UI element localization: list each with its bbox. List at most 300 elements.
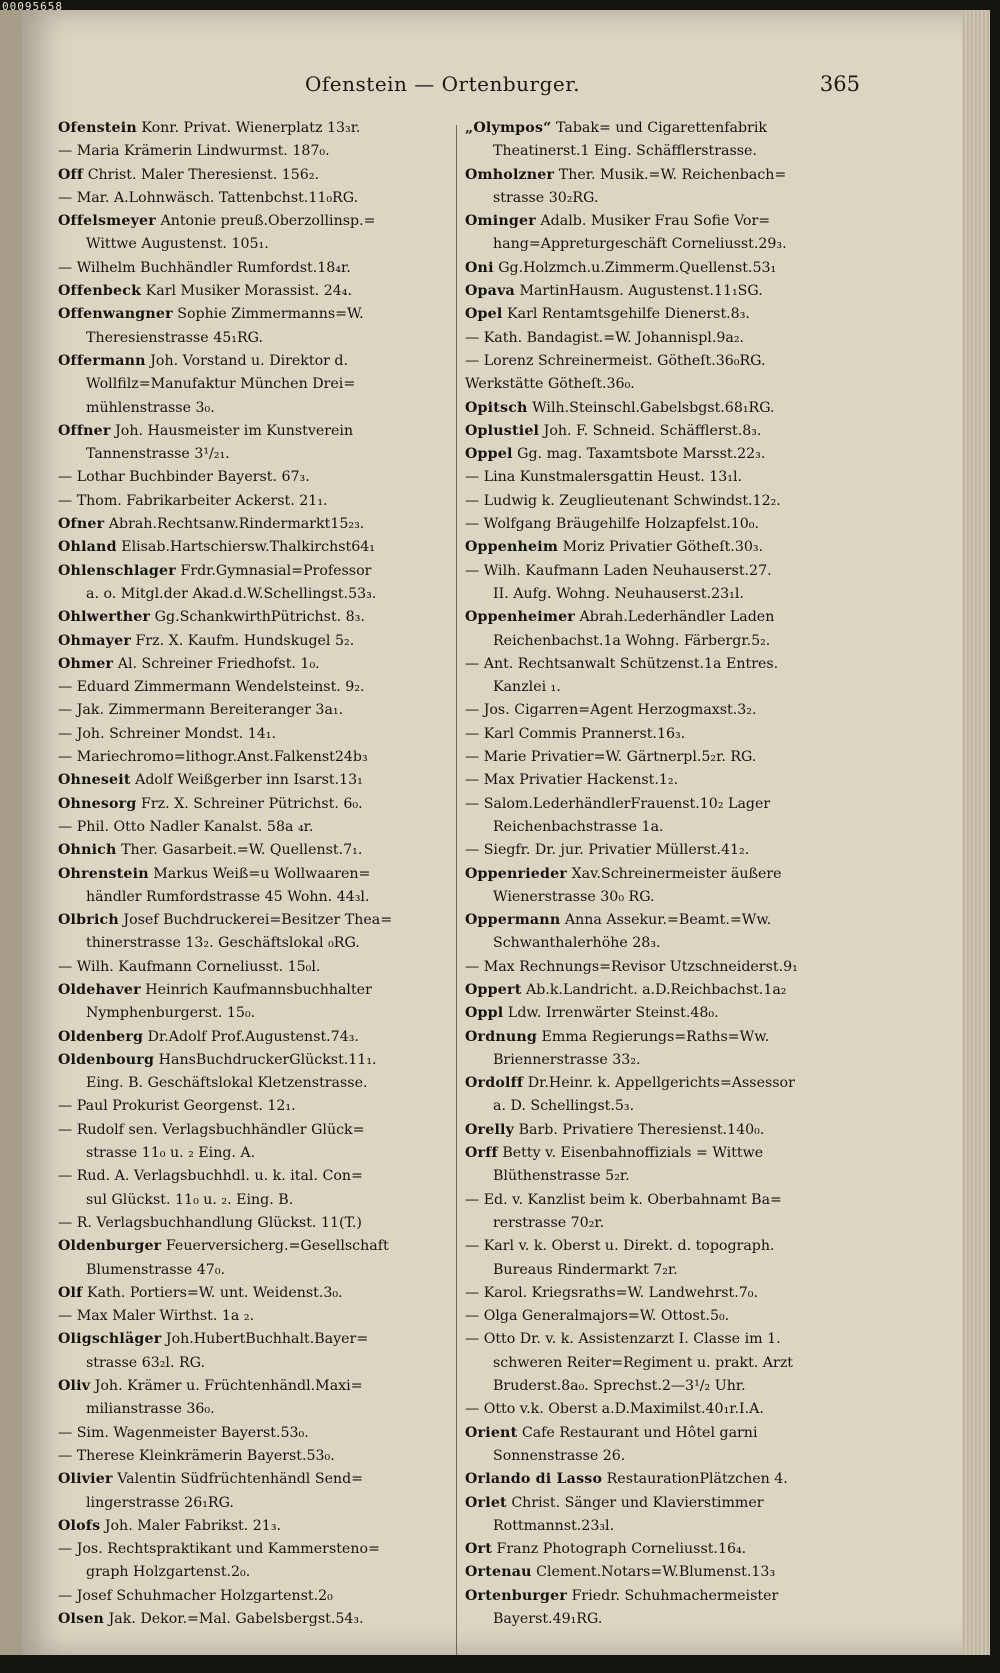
entry-first-line [58,816,462,839]
directory-entry [465,164,869,211]
entry-surname: Ort [465,1541,492,1558]
entry-text: — Lorenz Schreinermeist. Götheſt.36₀RG. [465,352,766,369]
entry-first-line [58,117,462,140]
directory-entry [465,909,869,956]
entry-text: Abrah.Lederhändler Laden [579,609,775,626]
entry-first-line [465,1142,869,1165]
entry-text: händler Rumfordstrasse 45 Wohn. 44₃l. [86,888,370,905]
entry-text: strasse 30₂RG. [493,189,599,206]
entry-continuation-line [58,1259,462,1282]
directory-entry [465,373,869,396]
entry-text: Feuerversicherg.=Gesellschaft [165,1238,389,1255]
entry-continuation-line [465,932,869,955]
entry-continuation-line [465,676,869,699]
entry-continuation-line [58,1352,462,1375]
directory-entry [58,280,462,303]
entry-surname: Opitsch [465,399,528,416]
entry-first-line [465,257,869,280]
entry-text: Abrah.Rechtsanw.Rindermarkt15₂₃. [108,516,365,533]
directory-entry [58,257,462,280]
entry-surname: Orient [465,1424,518,1441]
entry-first-line [465,536,869,559]
directory-entry [58,630,462,653]
entry-continuation-line [58,932,462,955]
entry-text: Sophie Zimmermanns=W. [177,306,364,323]
directory-entry [465,303,869,326]
entry-surname: Opel [465,306,503,323]
entry-text: — Rudolf sen. Verlagsbuchhändler Glück= [58,1121,365,1138]
directory-entry [58,1282,462,1305]
directory-entry [58,816,462,839]
entry-text: — Karl Commis Prannerst.16₃. [465,725,686,742]
entry-first-line [465,769,869,792]
entry-text: Xav.Schreinermeister äußere [571,865,782,882]
entry-text: Blüthenstrasse 5₂r. [493,1168,630,1185]
directory-entry [58,560,462,607]
directory-entry [465,723,869,746]
entry-surname: Oppenheim [465,539,559,556]
entry-continuation-line [465,1352,869,1375]
directory-entry [58,699,462,722]
entry-text: milianstrasse 36₀. [86,1401,215,1418]
directory-entry [465,863,869,910]
directory-entry [465,1305,869,1328]
entry-text: Joh. Vorstand u. Direktor d. [150,352,349,369]
entry-continuation-line [58,1189,462,1212]
directory-entry [58,606,462,629]
entry-surname: Ohrenstein [58,865,149,882]
entry-surname: Offenbeck [58,283,142,300]
entry-surname: Opava [465,283,515,300]
entry-first-line [465,1002,869,1025]
entry-first-line [58,490,462,513]
directory-entry [58,1328,462,1375]
entry-text: Tannenstrasse 3¹/₂₁. [86,446,230,463]
entry-continuation-line [58,397,462,420]
entry-text: Frz. X. Schreiner Pütrichst. 6₀. [140,795,363,812]
entry-first-line [465,560,869,583]
entry-surname: Orelly [465,1121,515,1138]
archive-stamp: 00095658 [2,0,63,13]
entry-surname: Off [58,166,84,183]
entry-surname: Ohlenschlager [58,562,176,579]
directory-entry [58,1165,462,1212]
directory-entry [58,164,462,187]
entry-continuation-line [465,1608,869,1631]
entry-first-line [58,1515,462,1538]
directory-entry [58,1445,462,1468]
entry-first-line [465,723,869,746]
entry-first-line [465,1189,869,1212]
directory-entry [58,1608,462,1631]
entry-text: — Siegfr. Dr. jur. Privatier Müllerst.41₂. [465,842,750,859]
entry-text: Al. Schreiner Friedhofst. 1₀. [117,655,320,672]
entry-continuation-line [465,816,869,839]
entry-first-line [58,909,462,932]
entry-surname: Oppert [465,981,522,998]
entry-continuation-line [465,1515,869,1538]
entry-surname: Ohmer [58,655,114,672]
entry-first-line [58,1235,462,1258]
entry-text: Kath. Portiers=W. unt. Weidenst.3₀. [86,1284,343,1301]
directory-entry [58,536,462,559]
entry-surname: Ominger [465,213,536,230]
entry-surname: Oliv [58,1378,91,1395]
entry-text: HansBuchdruckerGlückst.11₁. [158,1051,377,1068]
directory-entry [58,746,462,769]
entry-first-line [465,1538,869,1561]
directory-entry [465,653,869,700]
entry-surname: Ohneseit [58,772,131,789]
entry-text: — Maria Krämerin Lindwurmst. 187₀. [58,143,330,160]
directory-entry [58,839,462,862]
entry-text: — Paul Prokurist Georgenst. 12₁. [58,1098,296,1115]
directory-entry [58,140,462,163]
entry-text: — Marie Privatier=W. Gärtnerpl.5₂r. RG. [465,749,757,766]
entry-surname: „Olympos“ [465,120,552,136]
directory-entry [465,117,869,164]
entry-first-line [58,1538,462,1561]
entry-text: lingerstrasse 26₁RG. [86,1494,234,1511]
entry-first-line [465,1398,869,1421]
entry-text: Nymphenburgerst. 15₀. [86,1005,256,1022]
entry-surname: Offner [58,422,111,439]
entry-first-line [465,1282,869,1305]
entry-surname: Oppenheimer [465,609,575,626]
entry-first-line [58,1095,462,1118]
entry-first-line [58,956,462,979]
entry-text: — Ant. Rechtsanwalt Schützenst.1a Entres. [465,655,779,672]
entry-text: Wollfilz=Manufaktur München Drei= [86,376,356,393]
entry-first-line [58,1375,462,1398]
directory-entry [465,490,869,513]
entry-surname: Offelsmeyer [58,213,156,230]
entry-first-line [58,606,462,629]
entry-surname: Oligschläger [58,1331,162,1348]
entry-continuation-line [58,1398,462,1421]
directory-entry [58,1585,462,1608]
entry-text: Joh. Hausmeister im Kunstverein [115,422,354,439]
entry-text: — Max Maler Wirthst. 1a ₂. [58,1308,255,1325]
entry-text: — Max Rechnungs=Revisor Utzschneiderst.9₁ [465,958,798,975]
entry-surname: Ortenau [465,1564,532,1581]
directory-entry [465,257,869,280]
entry-text: Valentin Südfrüchtenhändl Send= [117,1471,364,1488]
entry-first-line [58,699,462,722]
entry-first-line [465,1026,869,1049]
directory-entry [465,280,869,303]
entry-text: — Thom. Fabrikarbeiter Ackerst. 21₁. [58,492,328,509]
entry-first-line [58,1026,462,1049]
entry-text: Dr.Heinr. k. Appellgerichts=Assessor [527,1075,795,1092]
entry-first-line [58,1422,462,1445]
entry-first-line [465,653,869,676]
entry-text: Karl Musiker Morassist. 24₄. [145,283,352,300]
directory-entry [58,117,462,140]
entry-text: Schwanthalerhöhe 28₃. [493,935,661,952]
entry-text: — Josef Schuhmacher Holzgartenst.2₀ [58,1587,333,1604]
entry-first-line [465,466,869,489]
entry-text: — Olga Generalmajors=W. Ottost.5₀. [465,1308,730,1325]
entry-surname: Olbrich [58,912,119,929]
entry-first-line [465,1305,869,1328]
directory-entry [58,350,462,420]
entry-text: Christ. Sänger und Klavierstimmer [511,1494,764,1511]
entry-text: — Salom.LederhändlerFrauenst.10₂ Lager [465,795,771,812]
entry-text: Elisab.Hartschiersw.Thalkirchst64₁ [121,539,375,556]
entry-text: Emma Regierungs=Raths=Ww. [541,1028,770,1045]
entry-first-line [58,676,462,699]
entry-first-line [58,1445,462,1468]
entry-text: Reichenbachstrasse 1a. [493,818,664,835]
entry-text: rerstrasse 70₂r. [493,1214,605,1231]
entry-continuation-line [58,1142,462,1165]
directory-entry [465,1072,869,1119]
entry-text: Franz Photograph Corneliusst.16₄. [496,1541,747,1558]
entry-text: strasse 63₂l. RG. [86,1354,206,1371]
entry-text: Karl Rentamtsgehilfe Dienerst.8₃. [507,306,750,323]
entry-text: — Mar. A.Lohnwäsch. Tattenbchst.11₀RG. [58,189,359,206]
entry-surname: Oldenburger [58,1238,162,1255]
entry-first-line [465,280,869,303]
entry-text: Gg.SchankwirthPütrichst. 8₃. [154,609,365,626]
directory-entry [58,490,462,513]
entry-text: Theatinerst.1 Eing. Schäfflerstrasse. [493,143,757,160]
entry-text: strasse 11₀ u. ₂ Eing. A. [86,1145,256,1162]
entry-surname: Orlet [465,1494,507,1511]
directory-entry [58,1095,462,1118]
entry-continuation-line [58,443,462,466]
directory-entry [465,1538,869,1561]
directory-entry [58,210,462,257]
entry-first-line [465,1328,869,1351]
entry-first-line [58,1212,462,1235]
entry-first-line [58,560,462,583]
entry-text: — Wilh. Kaufmann Laden Neuhauserst.27. [465,562,772,579]
entry-continuation-line [465,1049,869,1072]
entry-first-line [58,769,462,792]
entry-first-line [58,630,462,653]
directory-entry [465,1492,869,1539]
entry-continuation-line [465,1445,869,1468]
directory-entry [58,863,462,910]
column-divider [456,125,457,1655]
entry-first-line [465,373,869,396]
directory-entry [58,793,462,816]
entry-text: Rottmannst.23₃l. [493,1517,615,1534]
entry-surname: Oppl [465,1005,504,1022]
entry-text: Gg.Holzmch.u.Zimmerm.Quellenst.53₁ [498,259,777,276]
entry-text: — Jos. Rechtspraktikant und Kammersteno= [58,1541,380,1558]
directory-entry [465,560,869,607]
entry-first-line [465,513,869,536]
entry-surname: Ohlwerther [58,609,151,626]
entry-text: Blumenstrasse 47₀. [86,1261,226,1278]
entry-first-line [465,1585,869,1608]
directory-entry [58,676,462,699]
entry-text: a. o. Mitgl.der Akad.d.W.Schellingst.53₃. [86,585,377,602]
entry-text: — Otto Dr. v. k. Assistenzarzt I. Classe im 1. [465,1331,781,1348]
entry-text: Frz. X. Kaufm. Hundskugel 5₂. [135,632,355,649]
entry-continuation-line [465,583,869,606]
entry-text: sul Glückst. 11₀ u. ₂. Eing. B. [86,1191,294,1208]
entry-first-line [58,303,462,326]
directory-entry [58,420,462,467]
directory-entry [465,1119,869,1142]
entry-surname: Offermann [58,352,146,369]
directory-entry [58,979,462,1026]
entry-text: — Wilhelm Buchhändler Rumfordst.18₄r. [58,259,351,276]
entry-text: Ldw. Irrenwärter Steinst.48₀. [507,1005,719,1022]
entry-text: Frdr.Gymnasial=Professor [180,562,372,579]
page-number: 365 [819,72,860,96]
entry-first-line [58,979,462,1002]
entry-first-line [465,863,869,886]
entry-first-line [465,606,869,629]
entry-text: Theresienstrasse 45₁RG. [86,329,263,346]
entry-text: — Wolfgang Bräugehilfe Holzapfelst.10₀. [465,516,759,533]
entry-text: — Therese Kleinkrämerin Bayerst.53₀. [58,1447,335,1464]
directory-entry [465,443,869,466]
entry-first-line [58,653,462,676]
directory-entry [465,1235,869,1282]
entry-text: Markus Weiß=u Wollwaaren= [153,865,371,882]
entry-text: — Ed. v. Kanzlist beim k. Oberbahnamt Ba= [465,1191,782,1208]
entry-text: Wilh.Steinschl.Gabelsbgst.68₁RG. [532,399,775,416]
entry-text: — Lothar Buchbinder Bayerst. 67₃. [58,469,310,486]
entry-surname: Ofenstein [58,120,137,136]
entry-text: Joh. Krämer u. Früchtenhändl.Maxi= [94,1378,363,1395]
entry-text: a. D. Schellingst.5₃. [493,1098,635,1115]
entry-first-line [58,1608,462,1631]
entry-surname: Oni [465,259,494,276]
entry-text: Adolf Weißgerber inn Isarst.13₁ [135,772,363,789]
entry-first-line [58,187,462,210]
entry-text: Joh. F. Schneid. Schäfflerst.8₃. [543,422,762,439]
directory-entry [58,187,462,210]
entry-first-line [465,1235,869,1258]
entry-surname: Ohnich [58,842,117,859]
directory-entry [465,1585,869,1632]
entry-text: Cafe Restaurant und Hôtel garni [521,1424,758,1441]
directory-entry [465,606,869,653]
entry-first-line [58,164,462,187]
entry-text: Adalb. Musiker Frau Sofie Vor= [540,213,771,230]
directory-entry [58,1305,462,1328]
entry-text: Bayerst.49₁RG. [493,1611,603,1627]
entry-text: Christ. Maler Theresienst. 156₂. [87,166,320,183]
entry-first-line [58,280,462,303]
entry-text: Sonnenstrasse 26. [493,1447,626,1464]
entry-text: — Ludwig k. Zeuglieutenant Schwindst.12₂. [465,492,781,509]
entry-first-line [58,1049,462,1072]
entry-text: Friedr. Schuhmachermeister [571,1587,779,1604]
directory-entry [465,839,869,862]
entry-text: Heinrich Kaufmannsbuchhalter [145,981,372,998]
directory-entry [465,979,869,1002]
entry-text: Joh.HubertBuchhalt.Bayer= [165,1331,369,1348]
entry-text: Dr.Adolf Prof.Augustenst.74₃. [147,1028,359,1045]
entry-surname: Ohland [58,539,117,556]
directory-entry [58,723,462,746]
entry-text: Antonie preuß.Oberzollinsp.= [160,213,376,230]
entry-first-line [465,1422,869,1445]
entry-continuation-line [465,187,869,210]
directory-entry [58,909,462,956]
entry-surname: Offenwangner [58,306,173,323]
directory-entry [465,513,869,536]
entry-first-line [465,1492,869,1515]
entry-first-line [58,1328,462,1351]
entry-continuation-line [58,583,462,606]
entry-first-line [58,257,462,280]
entry-first-line [58,1165,462,1188]
entry-text: Werkstätte Götheſt.36₀. [465,376,635,393]
directory-entry [465,327,869,350]
entry-text: — Otto v.k. Oberst a.D.Maximilst.40₁r.I.A. [465,1401,764,1418]
entry-surname: Ordnung [465,1028,538,1045]
entry-first-line [465,420,869,443]
entry-first-line [465,490,869,513]
entry-text: schweren Reiter=Regiment u. prakt. Arzt [493,1354,794,1371]
entry-continuation-line [465,1212,869,1235]
directory-entry [465,1189,869,1236]
entry-first-line [465,397,869,420]
directory-entry [465,1026,869,1073]
directory-entry [465,1282,869,1305]
entry-surname: Omholzner [465,166,555,183]
entry-text: Wienerstrasse 30₀ RG. [493,888,655,905]
left-column [58,117,462,1657]
entry-text: — Jos. Cigarren=Agent Herzogmaxst.3₂. [465,702,757,719]
entry-first-line [465,839,869,862]
entry-surname: Ortenburger [465,1587,568,1604]
entry-first-line [465,956,869,979]
entry-text: Wittwe Augustenst. 105₁. [86,236,269,253]
directory-entry [58,1515,462,1538]
entry-first-line [58,1585,462,1608]
entry-first-line [58,210,462,233]
directory-entry [465,397,869,420]
entry-continuation-line [465,1095,869,1118]
entry-text: Betty v. Eisenbahnoffizials = Wittwe [502,1145,764,1162]
entry-continuation-line [58,1492,462,1515]
directory-entry [58,956,462,979]
directory-entry [465,210,869,257]
entry-continuation-line [58,373,462,396]
directory-entry [58,1538,462,1585]
entry-surname: Ofner [58,516,105,533]
entry-text: — Wilh. Kaufmann Corneliusst. 15₀l. [58,958,321,975]
entry-text: — R. Verlagsbuchhandlung Glückst. 11(T.) [58,1214,362,1231]
directory-entry [58,1375,462,1422]
entry-text: Jak. Dekor.=Mal. Gabelsbergst.54₃. [108,1611,364,1627]
entry-text: Briennerstrasse 33₂. [493,1051,641,1068]
entry-text: Barb. Privatiere Theresienst.140₀. [518,1121,765,1138]
entry-continuation-line [465,233,869,256]
entry-surname: Ohnesorg [58,795,137,812]
entry-text: Konr. Privat. Wienerplatz 13₃r. [141,120,361,136]
directory-entry [465,1561,869,1584]
entry-continuation-line [58,886,462,909]
directory-entry [465,350,869,373]
entry-text: — Lina Kunstmalersgattin Heust. 13₁l. [465,469,743,486]
directory-entry [58,1235,462,1282]
entry-first-line [58,140,462,163]
entry-text: Anna Assekur.=Beamt.=Ww. [564,912,772,929]
entry-surname: Oldenbourg [58,1051,155,1068]
entry-text: — Jak. Zimmermann Bereiteranger 3a₁. [58,702,344,719]
